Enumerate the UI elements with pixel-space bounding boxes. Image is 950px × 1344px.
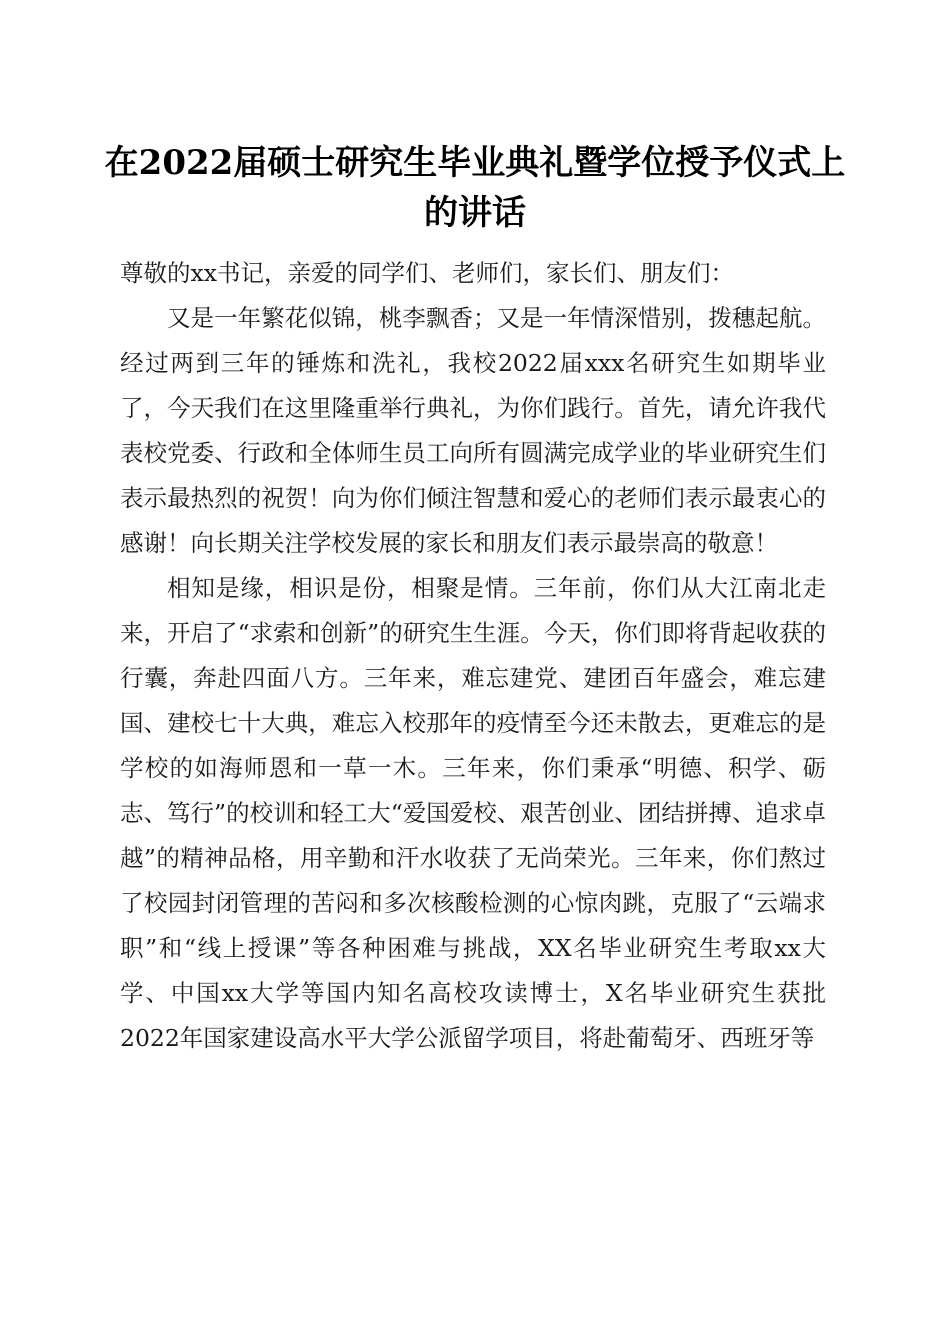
- document-title: 在2022届硕士研究生毕业典礼暨学位授予仪式上的讲话: [104, 143, 846, 233]
- paragraph: 相知是缘，相识是份，相聚是情。三年前，你们从大江南北走来，开启了“求索和创新”的研究生生涯。今天，你们即将背起收获的行囊，奔赴四面八方。三年来，难忘建党、建团百年盛会，难忘建国、建校七十大典，难忘入校那年的疫情至今还未散去，更难忘的是学校的如海师恩和一草一木。三年来，你们秉承“明德、积学、砺志、笃行”的校训和轻工大“爱国爱校、艰苦创业、团结拼搏、追求卓越”的精神品格，用辛勤和汗水收获了无尚荣光。三年来，你们熬过了校园封闭管理的苦闷和多次核酸检测的心惊肉跳，克服了“云端求职”和“线上授课”等各种困难与挑战，XX名毕业研究生考取xx大学、中国xx大学等国内知名高校攻读博士，X名毕业研究生获批2022年国家建设高水平大学公派留学项目，将赴葡萄牙、西班牙等: [120, 574, 826, 1052]
- salutation: 尊敬的xx书记，亲爱的同学们、老师们，家长们、朋友们：: [120, 259, 735, 287]
- paragraph: 又是一年繁花似锦，桃李飘香；又是一年情深惜别，拨穗起航。经过两到三年的锤炼和洗礼，我校2022届xxx名研究生如期毕业了，今天我们在这里隆重举行典礼，为你们践行。首先，请允许我代表校党委、行政和全体师生员工向所有圆满完成学业的毕业研究生们表示最热烈的祝贺！向为你们倾注智慧和爱心的老师们表示最衷心的感谢！向长期关注学校发展的家长和朋友们表示最崇高的敬意！: [120, 304, 826, 557]
- document-body: [120, 251, 826, 1061]
